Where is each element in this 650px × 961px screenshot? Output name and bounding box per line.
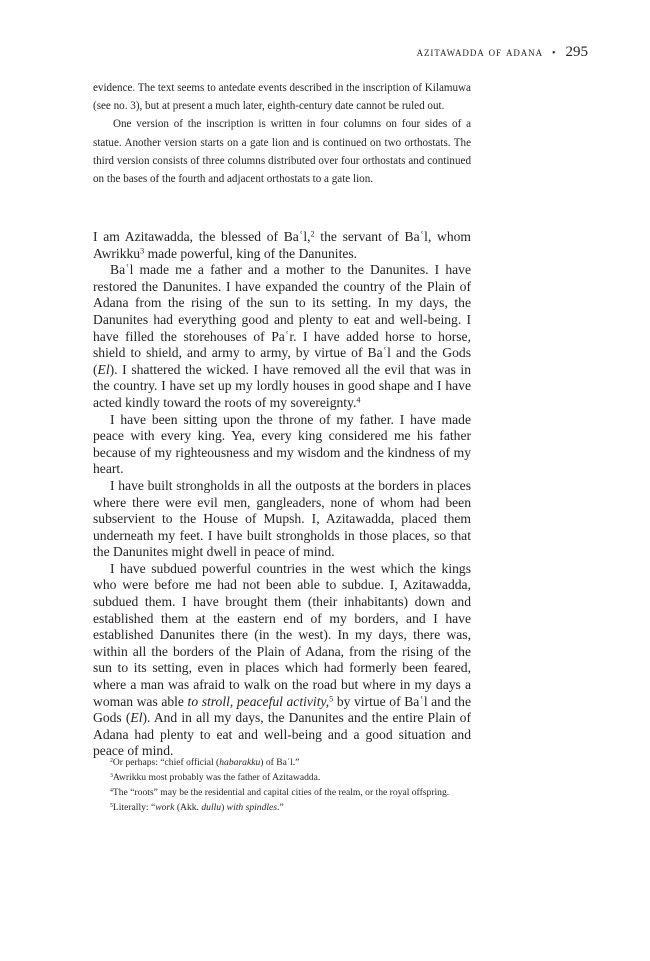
running-header <box>417 44 588 61</box>
translation-paragraph-1: I am Azitawadda, the blessed of Baʿl,$^2$ the servant of Baʿl, whom Awrikku$^3$ made powerful, king of the Danunites. <box>93 229 472 261</box>
running-title: azitawadda of adana <box>416 45 543 59</box>
translation-paragraph-4: I have built strongholds in all the outposts at the borders in places where there were evil men, gangleaders, none of whom had been subservient to the House of Mupsh. I, Azitawadda, placed them underneath my feet. I have built strongholds in those places, so that the Danunites might dwell in peace of mind. <box>93 477 471 560</box>
header-bullet: • <box>551 48 557 59</box>
translation-paragraph-2: Baʿl made me a father and a mother to the Danunites. I have restored the Danunites. I have expanded the country of the Plain of Adana from the rising of the sun to its setting. In my days, the Danunites had everything good and plenty to eat and well-being. I have filled the storehouses of Paʿr. I have added horse to horse, shield to shield, and army to army, by virtue of Baʿl and the Gods (El). I shattered the wicked. I have removed all the evil that was in the country. I have set up my lordly houses in good shape and I have acted kindly toward the roots of my sovereignty.$^4$ <box>93 262 471 410</box>
footnote-3: $^3$Awrikku most probably was the father of Azitawadda. <box>110 772 321 783</box>
footnote-ref-4: 4 <box>356 395 361 405</box>
footnote-ref-5: 5 <box>329 694 334 704</box>
footnote-4: $^4$The “roots” may be the residential and capital cities of the realm, or the royal offspring. <box>110 787 450 798</box>
footnotes <box>93 755 471 815</box>
footnote-5: $^5$Literally: “work (Akk. dullu) with spindles.” <box>110 802 284 813</box>
footnote-ref-2: 2 <box>310 229 315 239</box>
page-number: 295 <box>565 44 588 60</box>
translation-paragraph-5: I have subdued powerful countries in the west which the kings who were before me had not been able to subdue. I, Azitawadda, subdued them. I have brought them (their inhabitants) down and established them at the eastern end of my borders, and I have established Danunites there (in the west). In my days, there was, within all the borders of the Plain of Adana, from the rising of the sun to its setting, even in places which had formerly been feared, where a man was afraid to walk on the road but where in my days a woman was able to stroll, peaceful activity,$^5$ by virtue of Baʿl and the Gods (El). And in all my days, the Danunites and the entire Plain of Adana had plenty to eat and well-being and a good situation and peace of mind. <box>93 560 471 759</box>
footnote-ref-3: 3 <box>140 246 145 256</box>
introduction <box>93 79 471 188</box>
translation-paragraph-3: I have been sitting upon the throne of my father. I have made peace with every king. Yea, every king considered me his father because of my righteousness and my wisdom and the kindness of my heart. <box>93 411 471 477</box>
intro-paragraph-2: One version of the inscription is written in four columns on four sides of a statue. Another version starts on a gate lion and is continued on two orthostats. The third version consists of three columns distributed over four orthostats and continued on the bases of the fourth and adjacent orthostats to a gate lion. <box>93 118 471 186</box>
footnote-2: $^2$Or perhaps: “chief official (habarakku) of Baʿl.” <box>110 757 300 768</box>
inscription-translation <box>93 229 471 760</box>
intro-paragraph-1: evidence. The text seems to antedate events described in the inscription of Kilamuwa (see no. 3), but at present a much later, eighth-century date cannot be ruled out. <box>93 82 471 113</box>
